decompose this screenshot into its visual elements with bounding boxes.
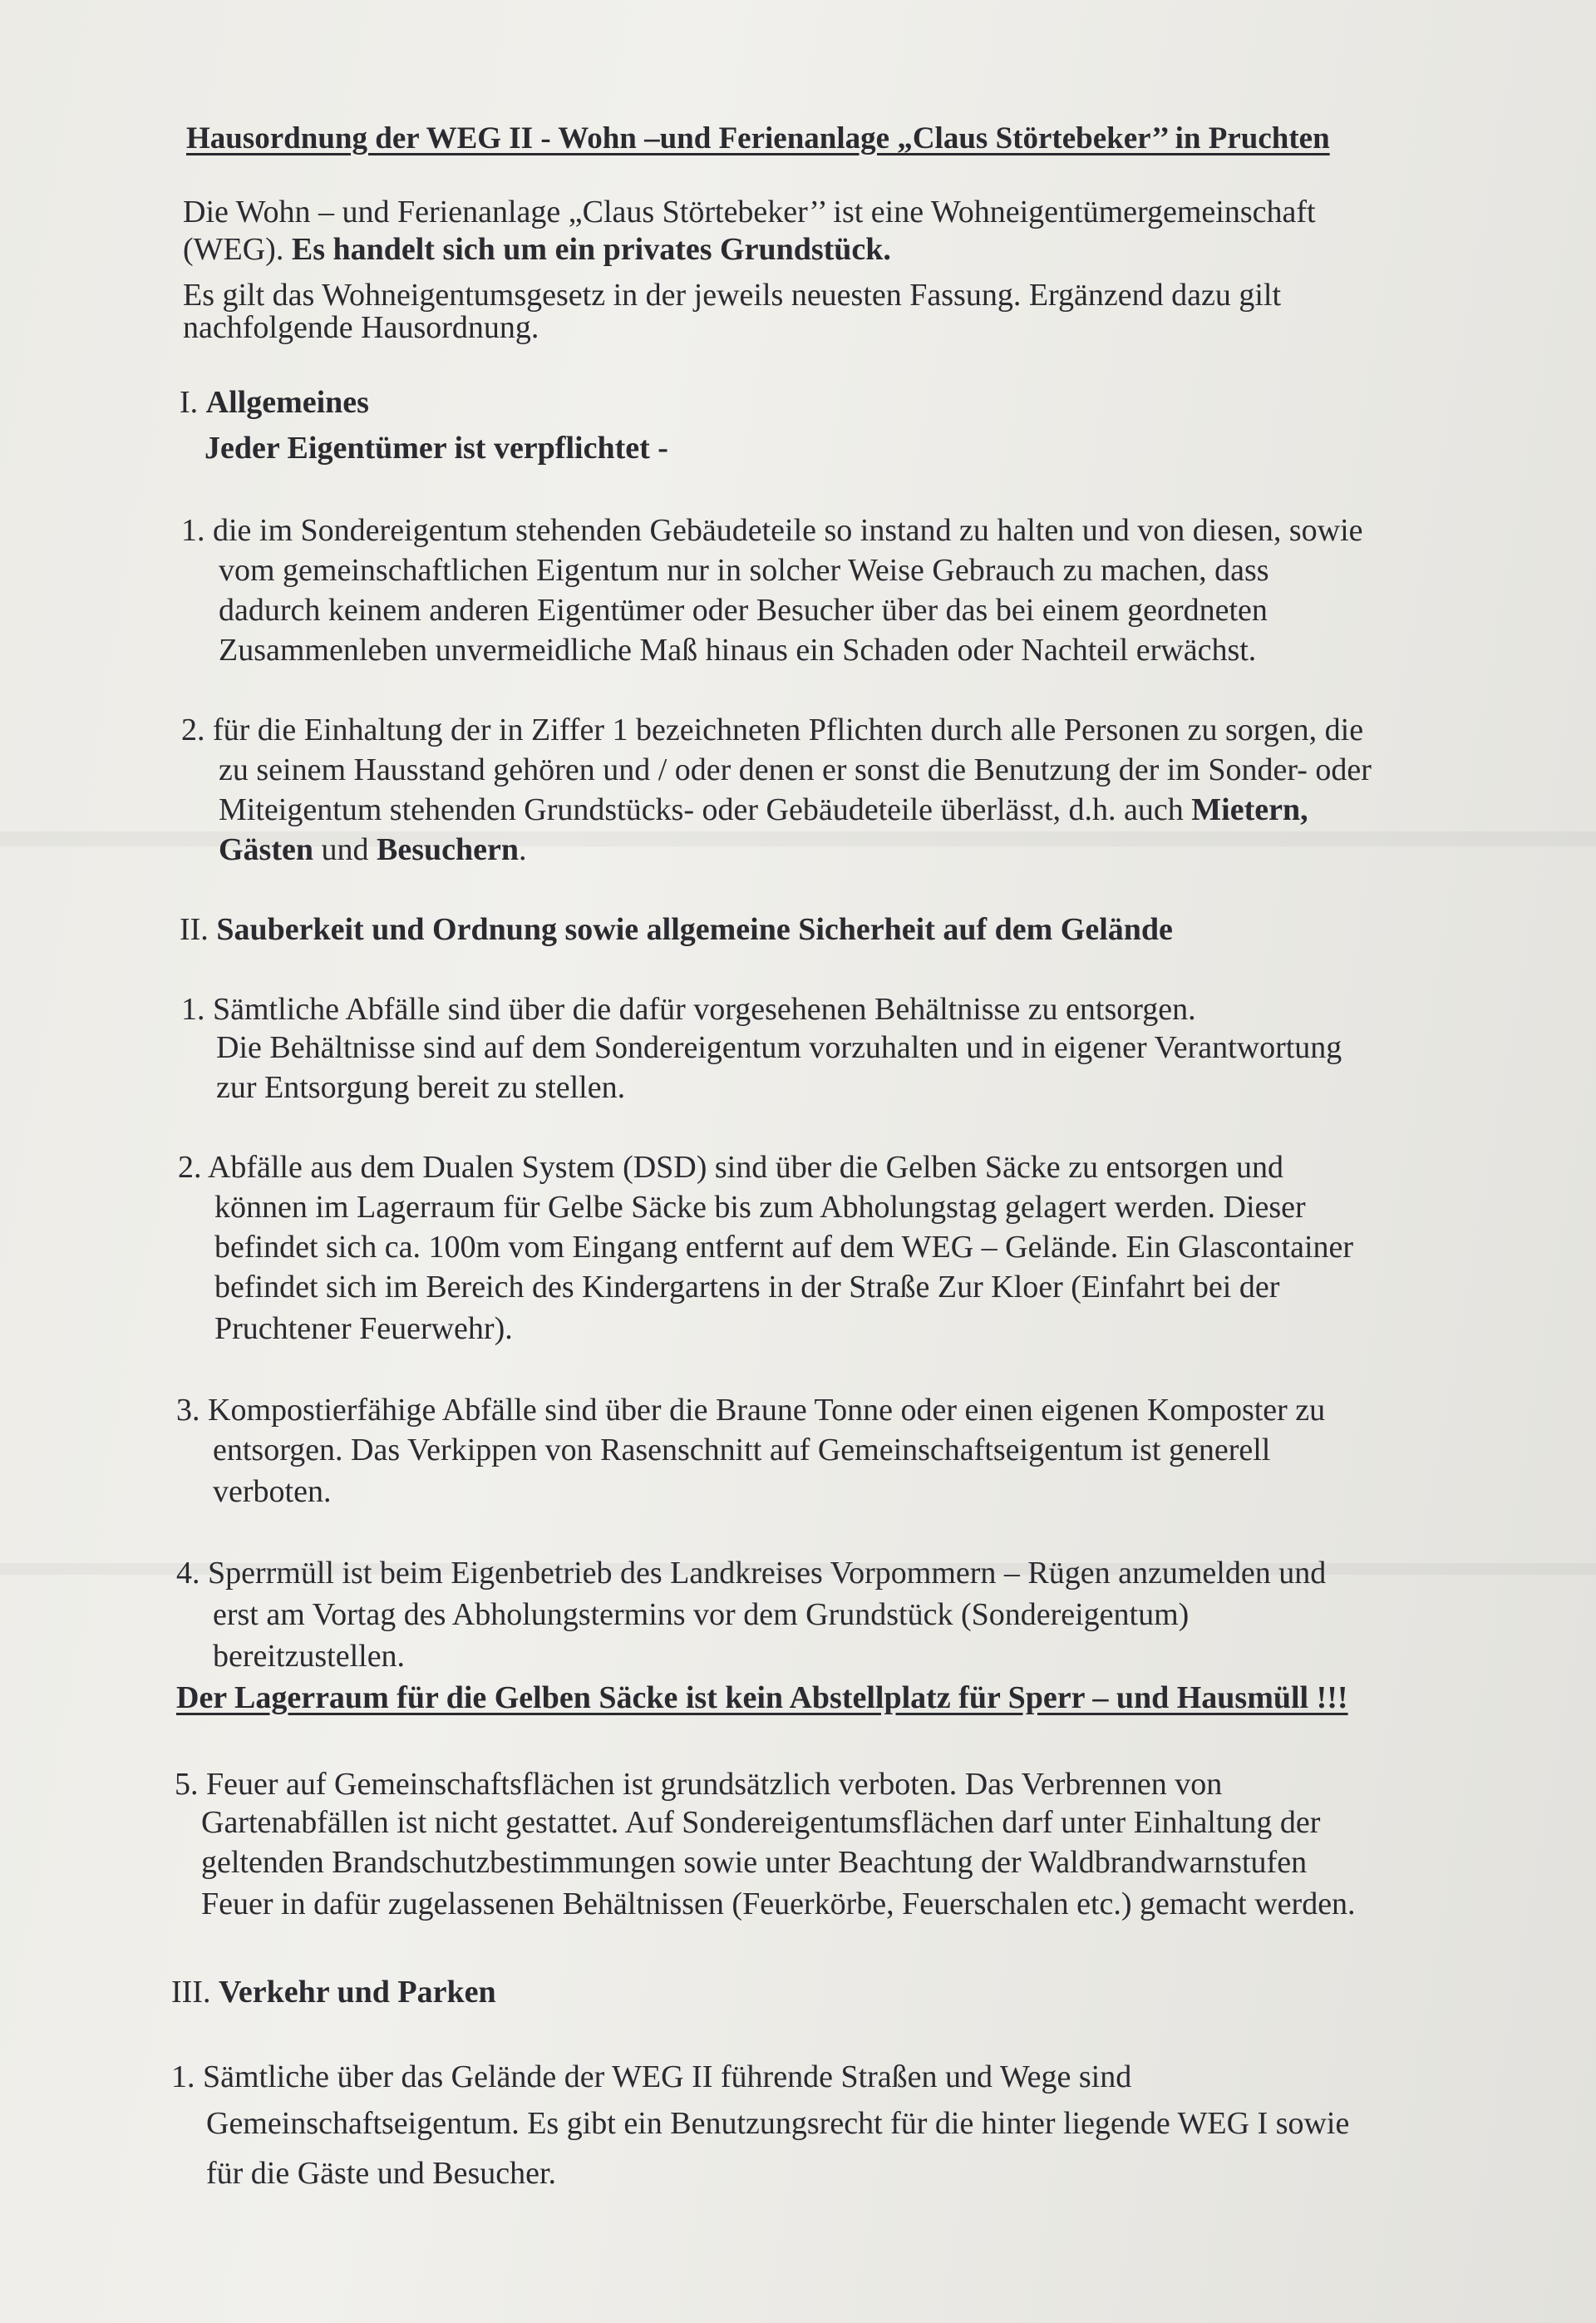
list-item-line: Zusammenleben unvermeidliche Maß hinaus ein Schaden oder Nachteil erwächst. bbox=[219, 633, 1257, 668]
list-item: 2. für die Einhaltung der in Ziffer 1 bezeichneten Pflichten durch alle Personen zu sorgen, die bbox=[181, 713, 1364, 747]
list-item-line: für die Gäste und Besucher. bbox=[206, 2156, 557, 2191]
list-item-line: geltenden Brandschutzbestimmungen sowie unter Beachtung der Waldbrandwarnstufen bbox=[201, 1845, 1308, 1880]
list-item-line: zu seinem Hausstand gehören und / oder denen er sonst die Benutzung der im Sonder- oder bbox=[219, 752, 1372, 787]
list-item-line: Gartenabfällen ist nicht gestattet. Auf Sondereigentumsflächen darf unter Einhaltung der bbox=[201, 1805, 1321, 1840]
list-item-line: bereitzustellen. bbox=[213, 1639, 406, 1674]
section-heading: II. Sauberkeit und Ordnung sowie allgemeine Sicherheit auf dem Gelände bbox=[180, 912, 1173, 947]
list-item: 2. Abfälle aus dem Dualen System (DSD) sind über die Gelben Säcke zu entsorgen und bbox=[178, 1150, 1284, 1185]
list-item-line: entsorgen. Das Verkippen von Rasenschnitt auf Gemeinschaftseigentum ist generell bbox=[213, 1433, 1271, 1467]
document-title: Hausordnung der WEG II - Wohn –und Ferienanlage „Claus Störtebeker’’ in Pruchten bbox=[186, 121, 1330, 155]
private-property-note: Es handelt sich um ein privates Grundstück. bbox=[291, 232, 891, 267]
intro-line: Es gilt das Wohneigentumsgesetz in der jeweils neuesten Fassung. Ergänzend dazu gilt bbox=[183, 278, 1282, 313]
list-item: 5. Feuer auf Gemeinschaftsflächen ist grundsätzlich verboten. Das Verbrennen von bbox=[175, 1767, 1223, 1802]
list-item-line: dadurch keinem anderen Eigentümer oder Besucher über das bei einem geordneten bbox=[219, 593, 1268, 628]
list-item: 1. Sämtliche über das Gelände der WEG II führende Straßen und Wege sind bbox=[171, 2059, 1132, 2094]
list-item-line: Gästen und Besuchern. bbox=[219, 832, 527, 867]
list-item-line: befindet sich ca. 100m vom Eingang entfernt auf dem WEG – Gelände. Ein Glascontainer bbox=[214, 1230, 1354, 1265]
section-subheading: Jeder Eigentümer ist verpflichtet - bbox=[204, 431, 668, 466]
section-heading: I. Allgemeines bbox=[180, 385, 369, 420]
list-item-line: können im Lagerraum für Gelbe Säcke bis zum Abholungstag gelagert werden. Dieser bbox=[214, 1190, 1306, 1225]
list-item-line: Feuer in dafür zugelassenen Behältnissen (Feuerkörbe, Feuerschalen etc.) gemacht werden. bbox=[201, 1887, 1356, 1921]
list-item: 4. Sperrmüll ist beim Eigenbetrieb des Landkreises Vorpommern – Rügen anzumelden und bbox=[176, 1556, 1327, 1591]
list-item-line: Miteigentum stehenden Grundstücks- oder Gebäudeteile überlässt, d.h. auch Mietern, bbox=[219, 792, 1308, 827]
list-item-line: Die Behältnisse sind auf dem Sondereigentum vorzuhalten und in eigener Verantwortung bbox=[216, 1030, 1342, 1065]
list-item: 3. Kompostierfähige Abfälle sind über die Braune Tonne oder einen eigenen Komposter zu bbox=[176, 1393, 1326, 1428]
list-item-line: Pruchtener Feuerwehr). bbox=[214, 1311, 513, 1346]
list-item-line: Gemeinschaftseigentum. Es gibt ein Benutzungsrecht für die hinter liegende WEG I sowie bbox=[206, 2106, 1350, 2141]
list-item: 1. Sämtliche Abfälle sind über die dafür vorgesehenen Behältnisse zu entsorgen. bbox=[181, 992, 1196, 1027]
warning-notice: Der Lagerraum für die Gelben Säcke ist kein Abstellplatz für Sperr – und Hausmüll !!! bbox=[176, 1680, 1348, 1715]
intro-line: nachfolgende Hausordnung. bbox=[183, 310, 539, 345]
list-item-line: erst am Vortag des Abholungstermins vor dem Grundstück (Sondereigentum) bbox=[213, 1597, 1190, 1632]
list-item-line: vom gemeinschaftlichen Eigentum nur in solcher Weise Gebrauch zu machen, dass bbox=[219, 553, 1269, 588]
intro-line: (WEG). Es handelt sich um ein privates Grundstück. bbox=[183, 232, 891, 267]
list-item-line: zur Entsorgung bereit zu stellen. bbox=[216, 1070, 626, 1105]
list-item-line: befindet sich im Bereich des Kindergartens in der Straße Zur Kloer (Einfahrt bei der bbox=[214, 1270, 1280, 1305]
list-item: 1. die im Sondereigentum stehenden Gebäudeteile so instand zu halten und von diesen, sowie bbox=[181, 513, 1363, 548]
section-heading: III. Verkehr und Parken bbox=[171, 1975, 496, 2010]
intro-line: Die Wohn – und Ferienanlage „Claus Störtebeker’’ ist eine Wohneigentümergemeinschaft bbox=[183, 195, 1316, 229]
list-item-line: verboten. bbox=[213, 1474, 332, 1509]
